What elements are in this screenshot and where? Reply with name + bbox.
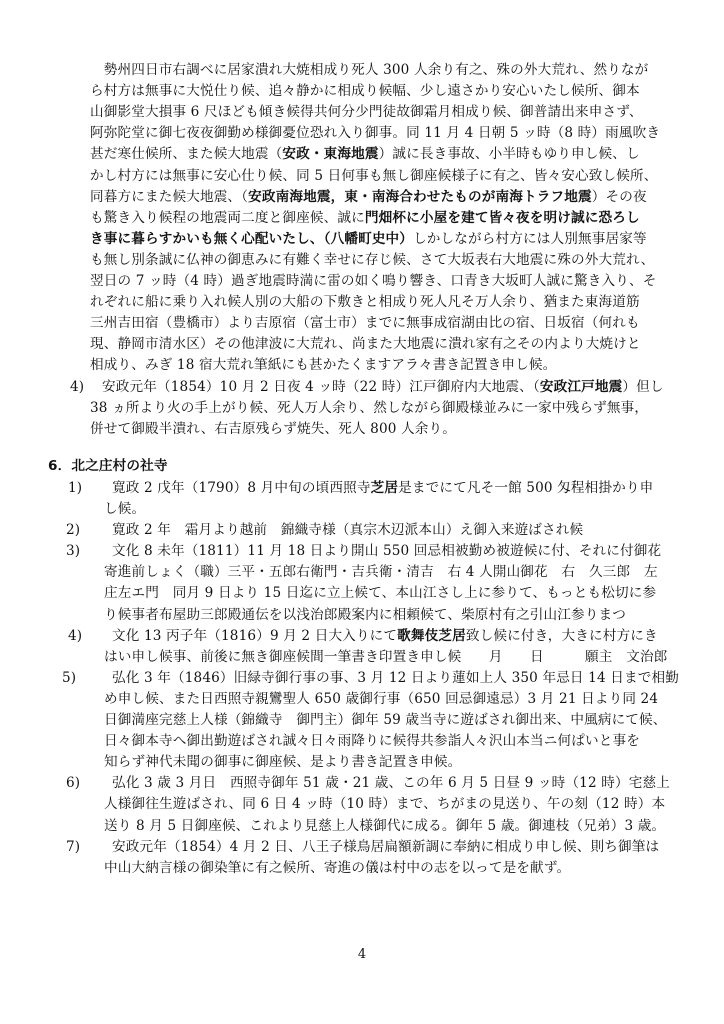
text-run: 三州吉田宿（豊橋市）より吉原宿（富士市）までに無事成宿湖由比の宿、日坂宿（何れも	[90, 315, 640, 332]
paragraph-line	[90, 144, 640, 165]
list-item-line	[112, 520, 583, 541]
text-run: 人様御往生遊ばされ、同 6 日 4 ッ時（10 時）まで、ちがまの見送り、午の刻（12 時）本	[104, 796, 666, 813]
item-number: 2)	[66, 522, 81, 539]
paragraph-line	[90, 229, 647, 250]
text-run: 文化 8 未年（1811）11 月 18 日より開山 550 回忌相被勤め被遊候に付、それに付御花	[112, 543, 662, 560]
bold-text: 門畑杯に小屋を建て皆々夜を明け誠に恐ろし	[364, 209, 640, 226]
paragraph-line	[90, 123, 660, 144]
paragraph-line	[90, 355, 556, 376]
bold-text: 安政・東海地震	[282, 146, 379, 163]
paragraph-line	[90, 292, 640, 313]
text-run: はい申し候事、前後に無き御座候間一筆書き印置き申し候 月 日 願主 文治郎	[104, 648, 668, 665]
bold-text: 安政南海地震，東・南海合わせたものが南海トラフ地震	[248, 188, 592, 205]
paragraph-line	[90, 313, 640, 334]
list-item-line	[104, 647, 668, 668]
text-run: 相成り、みぎ 18 宿大荒れ筆紙にも甚かたくますアラ々書き記置き申し候。	[90, 357, 557, 374]
list-item-line	[104, 562, 658, 583]
text-run: 知らず神代未聞の御事に御座候、是より書き記置き申候。	[104, 754, 462, 771]
paragraph-line	[90, 81, 640, 102]
text-run: れぞれに船に乗り入れ候人別の大船の下敷きと相成り死人凡そ万人余り、猶また東海道筋	[90, 294, 640, 311]
paragraph-line	[90, 208, 640, 229]
text-run: 致し候に付き，大きに村方にき	[465, 627, 658, 644]
text-run: め申し候、また日西照寺親鸞聖人 650 歳御行事（650 回忌御遠忌）3 月 21 日より同 24	[104, 690, 659, 707]
item-number: 5)	[62, 669, 77, 686]
paragraph-line	[90, 187, 647, 208]
section-heading: 6．北之庄村の社寺	[48, 457, 168, 474]
list-item-line	[112, 626, 658, 647]
list-item-line	[102, 377, 664, 398]
item-number: 4)	[70, 378, 85, 395]
bold-text: 安政江戸地震	[539, 378, 623, 395]
text-run: り候事者布屋助三郎殿通伝を以浅治郎殿案内に相頼候て、柴原村有之引山江参りまつ	[104, 606, 626, 623]
text-run: ら村方は無事に大悦仕り候、追々静かに相成り候幅、少し遠さかり安心いたし候所、御本	[90, 83, 640, 100]
text-run: し候。	[104, 501, 146, 517]
text-run: 山御影堂大損事 6 尺ほども傾き候得共何分少門徒故御霜月相成り候、御普請出来申さず、	[90, 104, 643, 121]
list-item-line	[104, 731, 640, 752]
paragraph-line	[90, 60, 648, 81]
text-run: 寛政 2 戊年（1790）8 月中旬の頃西照寺	[112, 479, 371, 496]
paragraph-line	[90, 102, 643, 123]
bold-text: 芝居	[370, 479, 399, 496]
text-run: 翌日の 7 ッ時（4 時）過ぎ地震時満に雷の如く鳴り響き、口青き大坂町人誠に驚き入り、そ	[90, 273, 657, 289]
bold-text: 歌舞伎芝居	[397, 627, 466, 644]
text-run: も無し別条誠に仏神の御恵みに有難く幸せに存じ候、さて大坂表右大地震に殊の外大荒れ、	[90, 251, 655, 268]
paragraph-line	[90, 250, 654, 271]
text-run: も驚き入り候程の地震両二度と御座候、誠に	[90, 209, 365, 226]
text-run: 送り 8 月 5 日御座候、これより見慈上人様御代に成る。御年 5 歳。御連枝（兄弟）3 歳。	[104, 817, 666, 834]
text-run: 現、静岡市清水区）その他津波に大荒れ、尚また大地震に潰れ家有之その内より大焼けと	[90, 336, 641, 353]
list-item-line	[104, 816, 665, 837]
paragraph-line	[90, 334, 641, 355]
list-item-line	[112, 478, 653, 499]
paragraph-line	[90, 166, 658, 187]
bold-text: き事に暮らすかいも無く心配いたし、（八幡町史中）	[90, 230, 414, 247]
list-item-line	[90, 419, 456, 440]
item-number: 4)	[68, 627, 83, 644]
text-run: 弘化 3 歳 3 月日 西照寺御年 51 歳・21 歳、この年 6 月 5 日昼 9 ッ時（12 時）宅慈上	[112, 775, 670, 792]
text-run: 甚だ寒仕候所、また候大地震（	[90, 146, 283, 163]
list-item-line	[104, 794, 665, 815]
item-number: 1)	[68, 479, 83, 496]
page-number: 4	[357, 947, 367, 962]
list-item-line	[104, 605, 626, 626]
text-run: 弘化 3 年（1846）旧緑寺御行事の事、3 月 12 日より蓮如上人 350 年忌日 14 日まで相勤	[112, 669, 679, 686]
text-run: 阿弥陀堂に御七夜夜御勤め様御憂位恐れ入り御事。同 11 月 4 日朝 5 ッ時（8 時）雨風吹き	[90, 125, 661, 142]
text-run: 日御満座完慈上人様（錦織寺 御門主）御年 59 歳当寺に遊ばされ御出来、中風病にて候、	[104, 712, 667, 728]
list-item-line	[104, 710, 667, 731]
text-run: 寛政 2 年 霜月より越前 錦織寺様（真宗木辺派本山）え御入来遊ばされ候	[112, 522, 584, 539]
list-item-line	[104, 689, 658, 710]
text-run: しかしながら村方には人別無事居家等	[413, 230, 647, 247]
item-number: 7)	[66, 838, 81, 855]
list-item-line	[104, 499, 145, 520]
text-run: 中山大納言様の御染筆に有之候所、寄進の儀は村中の志を以って是を献ず。	[104, 859, 571, 876]
text-run: 勢州四日市右調べに居家潰れ大焼相成り死人 300 人余り有之、殊の外大荒れ、然りなが	[90, 62, 649, 78]
list-item-line	[112, 541, 661, 562]
text-run: ）誠に長き事故、小半時もゆり申し候、し	[378, 146, 640, 163]
text-run: 併せて御殿半潰れ、右吉原残らず焼失、死人 800 人余り。	[90, 420, 457, 437]
item-number: 3)	[66, 543, 81, 560]
text-run: 文化 13 丙子年（1816）9 月 2 日大入りにて	[112, 627, 398, 644]
list-item-line	[104, 583, 656, 604]
list-item-line	[112, 837, 659, 858]
text-run: 日々御本寺へ御出勤遊ばされ誠々日々雨降りに候得共参詣人々沢山本当ニ何ぱいと事を	[104, 733, 641, 750]
item-number: 6)	[66, 775, 81, 792]
text-run: ）その夜	[591, 188, 647, 205]
list-item-line	[112, 668, 679, 689]
text-run: 安政元年（1854）10 月 2 日夜 4 ッ時（22 時）江戸御府内大地震、（	[102, 378, 540, 395]
text-run: 38 ヵ所より火の手上がり候、死人万人余り、然しながら御殿様並みに一家中残らず無事，	[90, 399, 649, 416]
list-item-line	[104, 752, 461, 773]
text-run: 安政元年（1854）4 月 2 日、八王子様鳥居扁額新調に奉納に相成り申し候、則ち御筆は	[112, 838, 660, 855]
text-run: 同暮方にまた候大地震、（	[90, 188, 249, 205]
list-item-line	[90, 398, 648, 419]
text-run: 庄左エ門 同月 9 日より 15 日迄に立上候て、本山江さし上に参りて、もっとも松切に参	[104, 585, 657, 602]
list-item-line	[104, 858, 570, 879]
text-run: かし村方には無事に安心仕り候、同 5 日何事も無し御座候様子に有之、皆々安心致し候所、	[90, 167, 658, 184]
text-run: 寄進前しょく（職）三平・五郎右衛門・吉兵衛・清吉 右 4 人開山御花 右 久三郎 左	[104, 564, 658, 581]
paragraph-line	[90, 271, 656, 292]
list-item-line	[112, 773, 670, 794]
text-run: 是までにて凡そ一館 500 匁程相掛かり申	[398, 479, 654, 496]
text-run: ）但し	[622, 378, 664, 395]
